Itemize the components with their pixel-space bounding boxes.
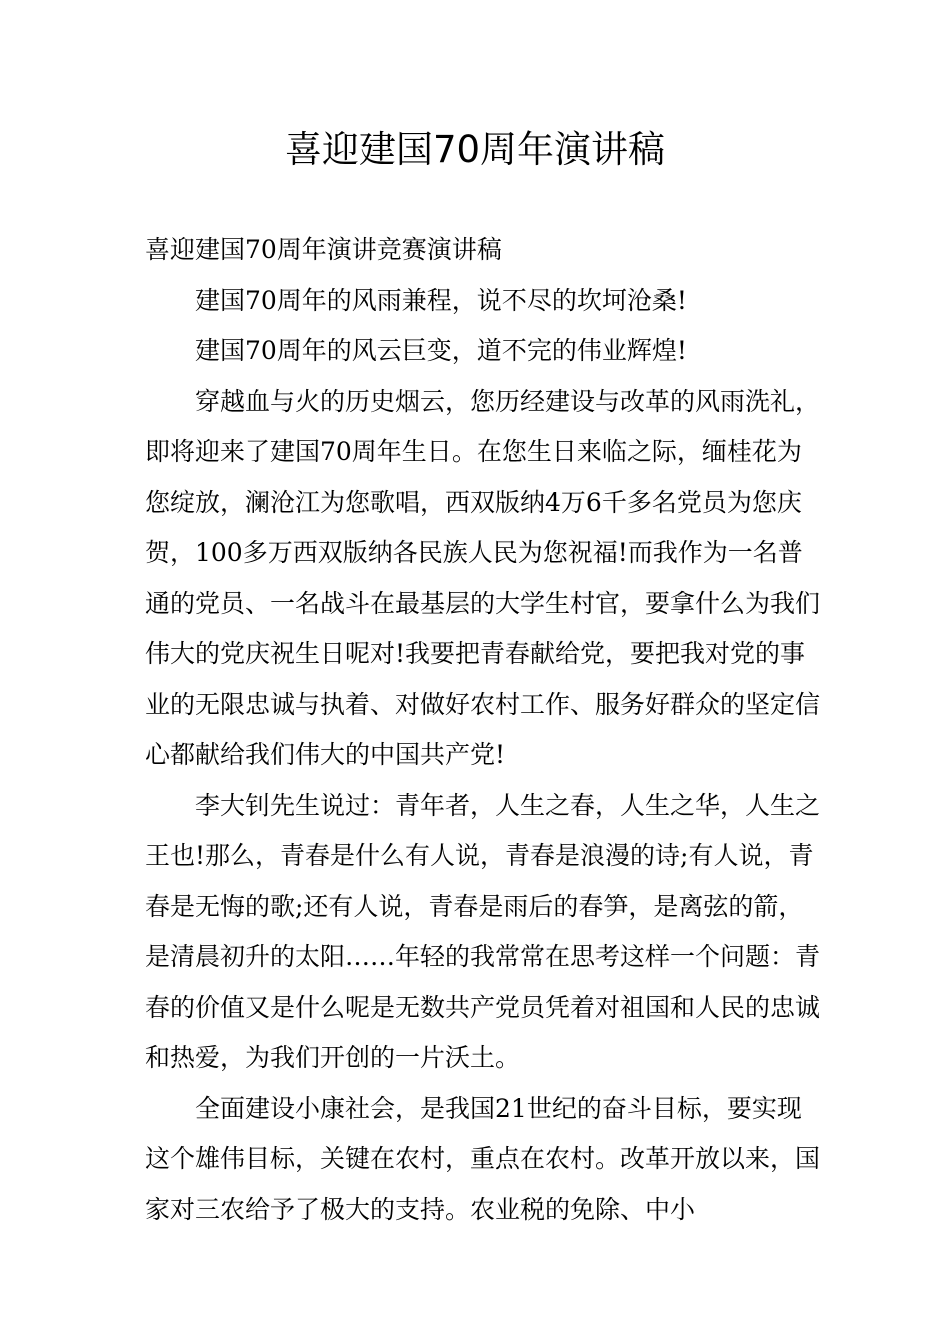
- document-body: [145, 225, 825, 1235]
- paragraph-2: 建国70周年的风云巨变，道不完的伟业辉煌!: [195, 336, 687, 365]
- paragraph-3: 穿越血与火的历史烟云，您历经建设与改革的风雨洗礼，即将迎来了建国70周年生日。在您生日来临之际，缅桂花为您绽放，澜沧江为您歌唱，西双版纳4万6千多名党员为您庆贺，100多万西双版纳各民族人民为您祝福!而我作为一名普通的党员、一名战斗在最基层的大学生村官，要拿什么为我们伟大的党庆祝生日呢对!我要把青春献给党，要把我对党的事业的无限忠诚与执着、对做好农村工作、服务好群众的坚定信心都献给我们伟大的中国共产党!: [145, 386, 821, 769]
- paragraph-1: 建国70周年的风雨兼程，说不尽的坎坷沧桑!: [195, 285, 687, 315]
- document-subtitle: 喜迎建国70周年演讲竞赛演讲稿: [145, 235, 502, 264]
- paragraph-4: 李大钊先生说过：青年者，人生之春，人生之华，人生之王也!那么，青春是什么有人说，青春是浪漫的诗;有人说，青春是无悔的歌;还有人说，青春是雨后的春笋，是离弦的箭，是清晨初升的太阳……年轻的我常常在思考这样一个问题：青春的价值又是什么呢是无数共产党员凭着对祖国和人民的忠诚和热爱，为我们开创的一片沃土。: [145, 790, 821, 1072]
- document-title: 喜迎建国70周年演讲稿: [284, 128, 666, 171]
- paragraph-5: 全面建设小康社会，是我国21世纪的奋斗目标，要实现这个雄伟目标，关键在农村，重点在农村。改革开放以来，国家对三农给予了极大的支持。农业税的免除、中小: [145, 1093, 821, 1224]
